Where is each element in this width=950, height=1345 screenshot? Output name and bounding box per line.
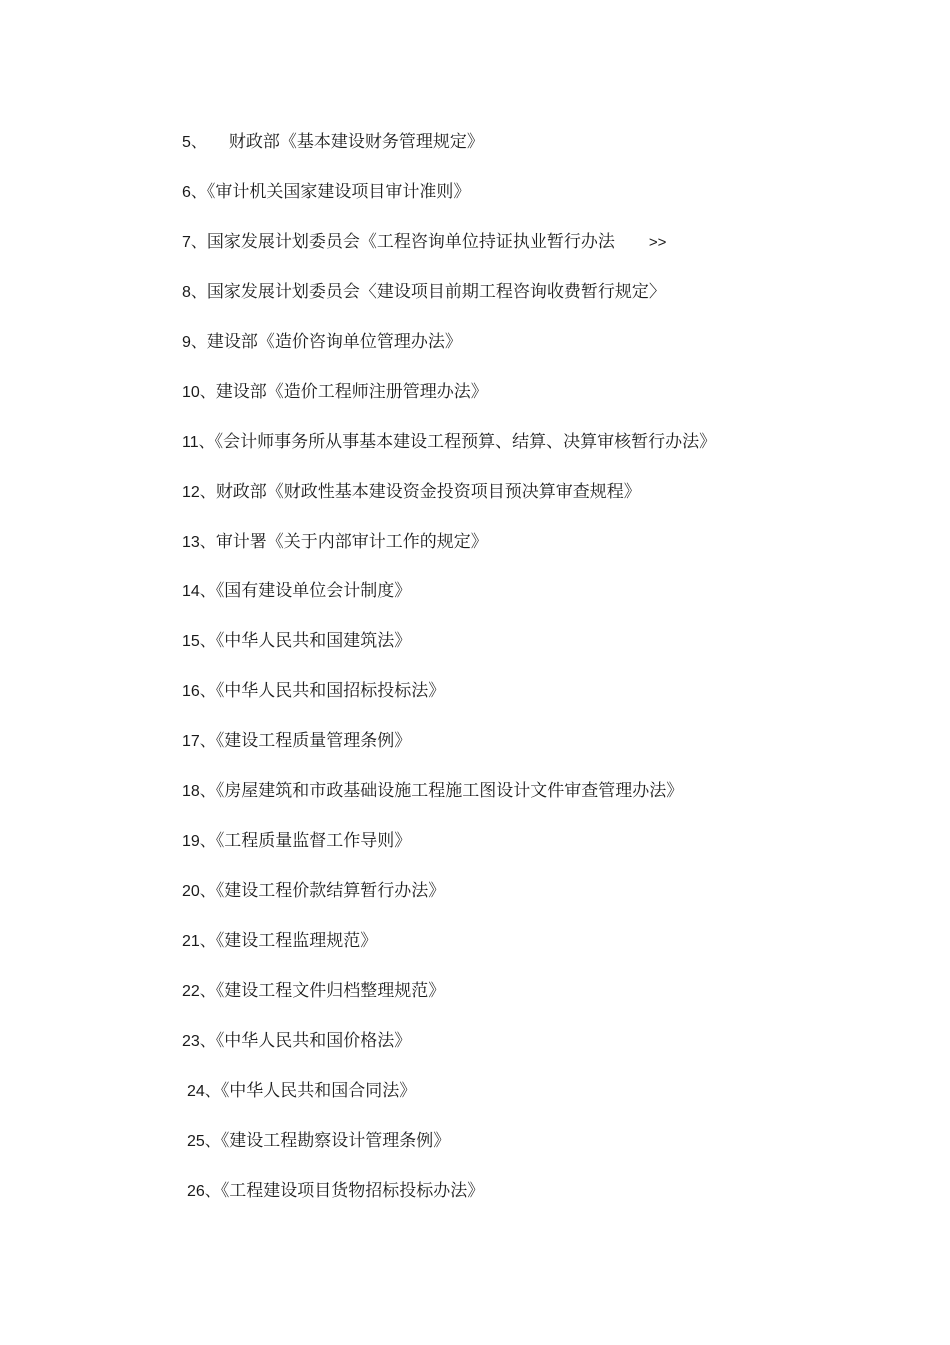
list-item — [182, 1027, 716, 1077]
list-item — [182, 1177, 716, 1227]
item-text: 《国有建设单位会计制度》 — [215, 581, 412, 602]
list-item — [182, 478, 716, 528]
item-number: 23、 — [182, 1032, 216, 1050]
item-number: 5、 — [182, 134, 207, 151]
list-item — [182, 178, 716, 228]
item-number: 21、 — [182, 933, 216, 950]
list-item — [182, 727, 716, 777]
list-item — [182, 977, 716, 1027]
item-text: 国家发展计划委员会〈建设项目前期工程咨询收费暂行规定〉 — [206, 281, 666, 302]
item-suffix: >> — [648, 233, 667, 251]
list-item — [182, 1127, 716, 1177]
item-number: 15、 — [182, 633, 216, 651]
item-number: 7、 — [182, 233, 207, 251]
item-text: 财政部《基本建设财务管理规定》 — [228, 132, 484, 152]
item-number: 16、 — [182, 683, 216, 701]
list-item — [182, 677, 716, 727]
item-number: 18、 — [182, 783, 216, 801]
item-text: 《建设工程监理规范》 — [215, 931, 378, 951]
item-number: 10、 — [182, 383, 216, 401]
item-text: 《建设工程质量管理条例》 — [215, 731, 412, 752]
item-number: 17、 — [182, 733, 216, 751]
list-item — [182, 328, 716, 378]
item-text: 《中华人民共和国建筑法》 — [215, 631, 412, 652]
item-number: 6、 — [182, 183, 207, 201]
item-number: 8、 — [182, 283, 207, 301]
item-text: 《中华人民共和国招标投标法》 — [215, 681, 446, 702]
item-text: 《建设工程价款结算暂行办法》 — [215, 881, 446, 902]
item-number: 26、 — [187, 1182, 221, 1200]
item-number: 12、 — [182, 483, 216, 501]
list-item — [182, 1077, 716, 1127]
item-number: 22、 — [182, 982, 216, 1000]
item-text: 《会计师事务所从事基本建设工程预算、结算、决算审核暂行办法》 — [214, 431, 717, 452]
item-number: 9、 — [182, 333, 207, 351]
item-text: 《工程质量监督工作导则》 — [215, 831, 412, 852]
item-text: 《房屋建筑和市政基础设施工程施工图设计文件审查管理办法》 — [215, 781, 684, 802]
list-item — [182, 278, 716, 328]
item-text: 财政部《财政性基本建设资金投资项目预决算审查规程》 — [215, 481, 641, 502]
item-number: 25、 — [187, 1132, 221, 1150]
item-text: 《审计机关国家建设项目审计准则》 — [206, 181, 471, 202]
item-number: 13、 — [182, 533, 216, 551]
list-item — [182, 627, 716, 677]
list-item — [182, 228, 716, 278]
item-text: 建设部《造价工程师注册管理办法》 — [215, 381, 488, 402]
item-text: 《中华人民共和国合同法》 — [220, 1080, 417, 1101]
list-item — [182, 777, 716, 827]
item-text: 《建设工程勘察设计管理条例》 — [220, 1130, 451, 1151]
list-item — [182, 528, 716, 578]
list-item — [182, 378, 716, 428]
item-number: 11、 — [182, 433, 215, 451]
item-number: 20、 — [182, 883, 216, 901]
item-number: 14、 — [182, 583, 216, 601]
item-text: 《中华人民共和国价格法》 — [215, 1030, 412, 1051]
item-number: 24、 — [187, 1082, 221, 1100]
item-text: 国家发展计划委员会《工程咨询单位持证执业暂行办法 — [206, 231, 615, 252]
item-text: 建设部《造价咨询单位管理办法》 — [206, 331, 462, 352]
list-item — [182, 577, 716, 627]
list-item — [182, 128, 716, 178]
item-number: 19、 — [182, 833, 216, 851]
list-item — [182, 927, 716, 977]
list-item — [182, 428, 716, 478]
item-text: 《工程建设项目货物招标投标办法》 — [220, 1180, 485, 1201]
item-text: 《建设工程文件归档整理规范》 — [215, 980, 446, 1001]
item-text: 审计署《关于内部审计工作的规定》 — [215, 531, 488, 552]
list-item — [182, 877, 716, 927]
regulation-list — [182, 128, 716, 1227]
list-item — [182, 827, 716, 877]
